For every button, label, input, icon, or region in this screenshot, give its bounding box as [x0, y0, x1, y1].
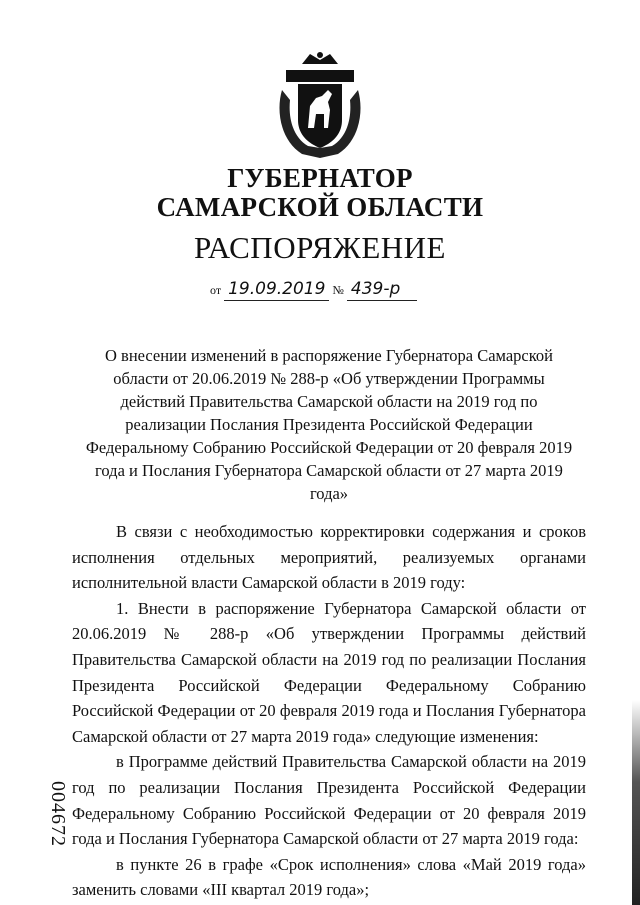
document-content: [72, 344, 586, 903]
paragraph: 1. Внести в распоряжение Губернатора Самарской области от 20.06.2019 № 288-р «Об утверждении Программы действий Правительства Самарской области на 2019 год по реализации Послания Президента Российской Федерации Федеральному Собранию Российской Федерации от 20 февраля 2019 года и Послания Губернатора Самарской области от 27 марта 2019 года» следующие изменения:: [72, 598, 586, 746]
paragraph: в пункте 26 в графе «Срок исполнения» слова «Май 2019 года» заменить словами «III квартал 2019 года»;: [72, 854, 586, 900]
document-body: [72, 519, 586, 903]
document-number: 439-р: [347, 278, 417, 301]
number-prefix: №: [332, 283, 344, 297]
document-heading: [0, 164, 640, 266]
issuer-title: ГУБЕРНАТОР: [227, 163, 413, 193]
date-number-line: [210, 278, 417, 301]
scan-edge: [632, 700, 640, 905]
issuer-region: САМАРСКОЙ ОБЛАСТИ: [156, 192, 484, 222]
registration-number: 004672: [47, 781, 69, 847]
paragraph: В связи с необходимостью корректировки содержания и сроков исполнения отдельных мероприятий, реализуемых органами исполнительной власти Самарской области в 2019 году:: [72, 522, 586, 593]
date-prefix: от: [210, 283, 222, 297]
document-type: РАСПОРЯЖЕНИЕ: [194, 230, 446, 265]
coat-of-arms-emblem: [272, 50, 368, 160]
document-subject: О внесении изменений в распоряжение Губернатора Самарской области от 20.06.2019 № 288-р «Об утверждении Программы действий Правительства Самарской области на 2019 год по реализации Послания Президента Российской Федерации Федеральному Собранию Российской Федерации от 20 февраля 2019 года и Послания Губернатора Самарской области от 27 марта 2019 года»: [85, 346, 573, 503]
document-date: 19.09.2019: [224, 278, 329, 301]
paragraph: в Программе действий Правительства Самарской области на 2019 год по реализации Послания Президента Российской Федерации Федеральному Собранию Российской Федерации от 20 февраля 2019 года и Послания Губернатора Самарской области от 27 марта 2019 года:: [72, 752, 586, 849]
